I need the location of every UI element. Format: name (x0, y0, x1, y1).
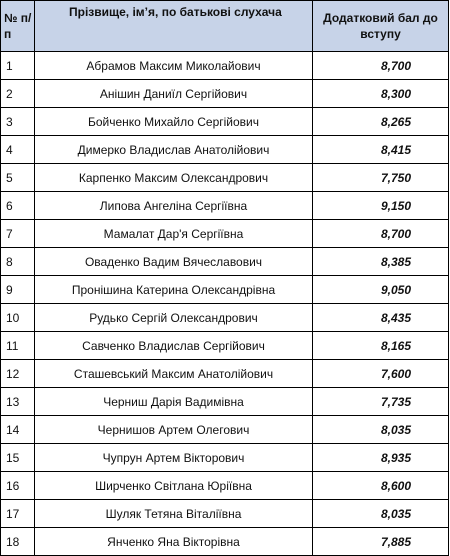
score-cell: 7,750 (313, 164, 449, 192)
table-row (1, 276, 449, 304)
score-cell: 8,035 (313, 416, 449, 444)
score-cell: 8,935 (313, 444, 449, 472)
row-number-cell: 12 (1, 360, 35, 388)
row-number-cell: 16 (1, 472, 35, 500)
score-cell: 8,385 (313, 248, 449, 276)
table-header (1, 1, 449, 52)
student-name-cell: Чернишов Артем Олегович (35, 416, 313, 444)
row-number-cell: 4 (1, 136, 35, 164)
score-cell: 7,735 (313, 388, 449, 416)
table-row (1, 388, 449, 416)
student-name-cell: Рудько Сергій Олександрович (35, 304, 313, 332)
row-number-cell: 11 (1, 332, 35, 360)
table-body (1, 52, 449, 556)
table-row (1, 444, 449, 472)
table-row (1, 108, 449, 136)
table-row (1, 332, 449, 360)
score-cell: 8,300 (313, 80, 449, 108)
table-row (1, 248, 449, 276)
score-cell: 9,050 (313, 276, 449, 304)
student-name-cell: Бойченко Михайло Сергійович (35, 108, 313, 136)
score-cell: 8,700 (313, 52, 449, 80)
table-row (1, 500, 449, 528)
table-row (1, 164, 449, 192)
score-cell: 8,265 (313, 108, 449, 136)
row-number-cell: 1 (1, 52, 35, 80)
table-row (1, 416, 449, 444)
row-number-cell: 3 (1, 108, 35, 136)
score-cell: 8,035 (313, 500, 449, 528)
row-number-cell: 10 (1, 304, 35, 332)
student-name-cell: Ширченко Світлана Юріївна (35, 472, 313, 500)
row-number-cell: 14 (1, 416, 35, 444)
table-row (1, 52, 449, 80)
score-cell: 7,600 (313, 360, 449, 388)
student-name-cell: Сташевський Максим Анатолійович (35, 360, 313, 388)
student-name-cell: Черниш Дарія Вадимівна (35, 388, 313, 416)
student-name-cell: Карпенко Максим Олександрович (35, 164, 313, 192)
table-row (1, 192, 449, 220)
student-name-cell: Шуляк Тетяна Віталіївна (35, 500, 313, 528)
row-number-cell: 9 (1, 276, 35, 304)
student-name-cell: Оваденко Вадим Вячеславович (35, 248, 313, 276)
header-row (1, 1, 449, 52)
student-name-cell: Янченко Яна Вікторівна (35, 528, 313, 556)
score-cell: 8,700 (313, 220, 449, 248)
score-cell: 9,150 (313, 192, 449, 220)
row-number-cell: 15 (1, 444, 35, 472)
table-row (1, 472, 449, 500)
student-name-cell: Савченко Владислав Сергійович (35, 332, 313, 360)
row-number-cell: 2 (1, 80, 35, 108)
score-cell: 8,415 (313, 136, 449, 164)
score-cell: 7,885 (313, 528, 449, 556)
header-name: Прізвище, ім’я, по батькові слухача (35, 1, 313, 52)
table-row (1, 80, 449, 108)
score-cell: 8,165 (313, 332, 449, 360)
row-number-cell: 5 (1, 164, 35, 192)
row-number-cell: 8 (1, 248, 35, 276)
header-number: № п/п (1, 1, 35, 52)
student-name-cell: Абрамов Максим Миколайович (35, 52, 313, 80)
row-number-cell: 17 (1, 500, 35, 528)
row-number-cell: 18 (1, 528, 35, 556)
table-row (1, 528, 449, 556)
row-number-cell: 6 (1, 192, 35, 220)
row-number-cell: 13 (1, 388, 35, 416)
table-row (1, 304, 449, 332)
header-score: Додатковий бал до вступу (313, 1, 449, 52)
score-cell: 8,600 (313, 472, 449, 500)
row-number-cell: 7 (1, 220, 35, 248)
table-row (1, 360, 449, 388)
student-name-cell: Пронішина Катерина Олександрівна (35, 276, 313, 304)
student-name-cell: Чупрун Артем Вікторович (35, 444, 313, 472)
table-row (1, 136, 449, 164)
student-name-cell: Димерко Владислав Анатолійович (35, 136, 313, 164)
table-row (1, 220, 449, 248)
student-name-cell: Мамалат Дар'я Сергіївна (35, 220, 313, 248)
student-name-cell: Липова Ангеліна Сергіївна (35, 192, 313, 220)
student-name-cell: Анішин Даниїл Сергійович (35, 80, 313, 108)
score-cell: 8,435 (313, 304, 449, 332)
